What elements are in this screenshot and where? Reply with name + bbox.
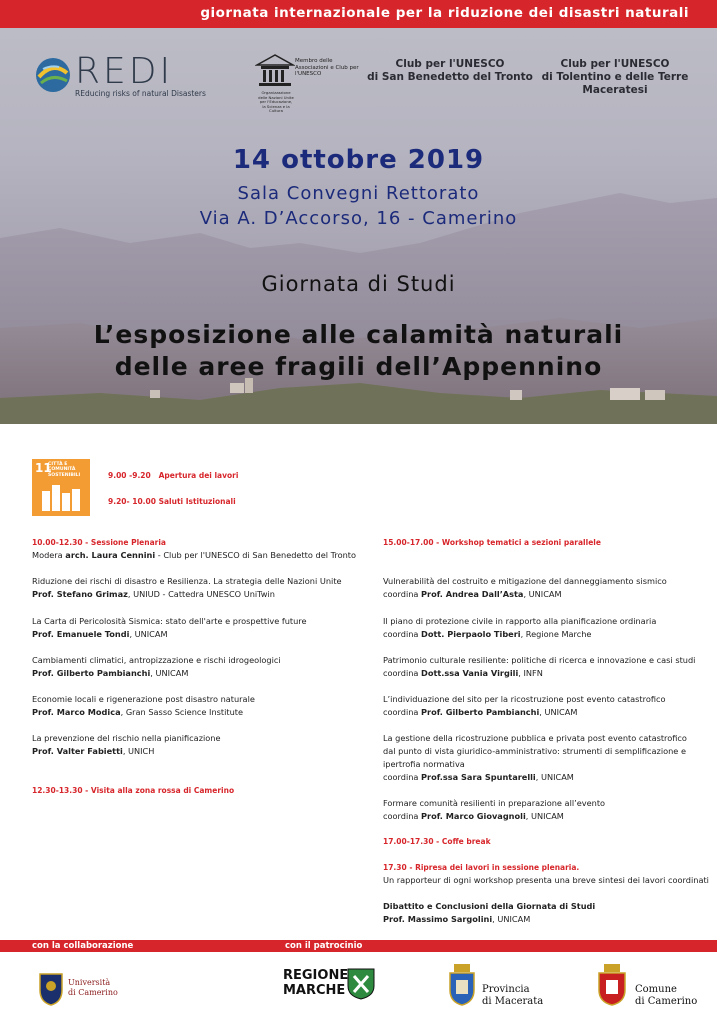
workshop-heading xyxy=(383,537,601,548)
ws-3-title: Patrimonio culturale resiliente: politiche di ricerca e innovazione e casi studi xyxy=(383,655,696,665)
talk-5-speaker xyxy=(32,746,154,757)
ws-5-aff: , UNICAM xyxy=(535,772,574,782)
resume-heading xyxy=(383,862,579,873)
moderator-line xyxy=(32,550,356,561)
redi-name: REDI xyxy=(75,51,174,92)
talk-2-title: La Carta di Pericolosità Sismica: stato dell'arte e prospettive future xyxy=(32,616,307,626)
resume-text: Un rapporteur di ogni workshop presenta una breve sintesi dei lavori coordinati xyxy=(383,875,709,885)
regione-line1: REGIONE xyxy=(283,968,349,983)
comune-crest-icon xyxy=(597,964,627,1006)
intro-row-2 xyxy=(108,496,236,507)
ws-1-prefix: coordina xyxy=(383,589,422,599)
event-date: 14 ottobre 2019 xyxy=(232,145,485,175)
club1-line2: di San Benedetto del Tronto xyxy=(367,71,533,83)
closing-name: Prof. Massimo Sargolini xyxy=(383,914,493,924)
talk-1-title: Riduzione dei rischi di disastro e Resilienza. La strategia delle Nazioni Unite xyxy=(32,576,342,586)
ws-6-prefix: coordina xyxy=(383,811,422,821)
ws-1-aff: , UNICAM xyxy=(523,589,562,599)
provincia-line2: di Macerata xyxy=(482,996,544,1007)
ws-6-coord xyxy=(383,811,564,822)
city-icon xyxy=(40,481,84,511)
regione-line2: MARCHE xyxy=(283,983,346,998)
sdg-11-badge xyxy=(32,459,90,516)
event-kind: Giornata di Studi xyxy=(261,272,456,296)
intro-label-1: Apertura dei lavori xyxy=(158,471,239,480)
club2-line1: Club per l'UNESCO xyxy=(560,58,670,70)
talk-1-aff: , UNIUD - Cattedra UNESCO UniTwin xyxy=(127,589,275,599)
ws-3-prefix: coordina xyxy=(383,668,422,678)
talk-4-speaker xyxy=(32,707,243,718)
plenary-heading xyxy=(32,537,166,548)
unicam-crest-icon xyxy=(38,972,64,1006)
club-tolentino xyxy=(515,58,715,97)
talk-2-aff: , UNICAM xyxy=(129,629,168,639)
moderator-name: arch. Laura Cennini xyxy=(65,550,156,560)
event-address: Via A. D’Accorso, 16 - Camerino xyxy=(199,208,518,229)
talk-3-aff: , UNICAM xyxy=(150,668,189,678)
closing-title: Dibattito e Conclusioni della Giornata di Studi xyxy=(383,901,596,911)
talk-3-name: Prof. Gilberto Pambianchi xyxy=(32,668,151,678)
closing-aff: , UNICAM xyxy=(492,914,531,924)
ws-1-name: Prof. Andrea Dall’Asta xyxy=(421,589,524,599)
break-heading xyxy=(383,836,491,847)
comune-camerino-logo xyxy=(597,964,707,1014)
talk-5-aff: , UNICH xyxy=(122,746,155,756)
ws-5-title-line1: La gestione della ricostruzione pubblica e privata post evento catastrofico xyxy=(383,733,687,743)
ws-2-coord xyxy=(383,629,591,640)
ws-5-prefix: coordina xyxy=(383,772,422,782)
ws-5-name: Prof.ssa Sara Spuntarelli xyxy=(421,772,536,782)
ws-4-name: Prof. Gilberto Pambianchi xyxy=(421,707,540,717)
provincia-crest-icon xyxy=(448,964,476,1006)
talk-5-title: La prevenzione del rischio nella pianificazione xyxy=(32,733,221,743)
break-time: 17.00-17.30 - xyxy=(383,837,440,846)
talk-4-name: Prof. Marco Modica xyxy=(32,707,121,717)
ws-6-aff: , UNICAM xyxy=(525,811,564,821)
unesco-org-text: Organizzazione delle Nazioni Unite per l'Educazione, la Scienza e la Cultura xyxy=(258,90,294,114)
provincia-macerata-logo xyxy=(448,964,548,1014)
ws-4-title: L’individuazione del sito per la ricostruzione post evento catastrofico xyxy=(383,694,666,704)
club1-line1: Club per l'UNESCO xyxy=(395,58,505,70)
talk-1-speaker xyxy=(32,589,275,600)
ws-2-prefix: coordina xyxy=(383,629,422,639)
footer-bar xyxy=(0,940,717,952)
ws-1-coord xyxy=(383,589,562,600)
top-banner xyxy=(0,0,717,28)
club2-line2: di Tolentino e delle Terre Maceratesi xyxy=(541,71,689,96)
plenary-time: 10.00-12.30 - xyxy=(32,538,89,547)
talk-3-speaker xyxy=(32,668,188,679)
workshop-label: Workshop tematici a sezioni parallele xyxy=(441,538,601,547)
ws-4-coord xyxy=(383,707,577,718)
unicam-logo xyxy=(38,970,148,1012)
ws-6-title: Formare comunità resilienti in preparazione all’evento xyxy=(383,798,606,808)
hero-section xyxy=(0,28,717,424)
comune-line1: Comune xyxy=(635,984,677,995)
visit-time: 12.30-13.30 - xyxy=(32,786,89,795)
comune-line2: di Camerino xyxy=(635,996,698,1007)
ws-5-title-line3: ipertrofia normativa xyxy=(383,759,465,769)
patronage-label: con il patrocinio xyxy=(285,941,363,951)
ws-3-aff: , INFN xyxy=(518,668,543,678)
break-label: Coffe break xyxy=(441,837,491,846)
talk-4-title: Economie locali e rigenerazione post disastro naturale xyxy=(32,694,255,704)
sdg-number: 11 xyxy=(35,461,52,475)
intro-row-1 xyxy=(108,470,238,481)
unicam-line2: di Camerino xyxy=(68,988,118,997)
provincia-line1: Provincia xyxy=(482,984,530,995)
unesco-member-text: Membro delle Associazioni e Club per l'UNESCO xyxy=(295,58,359,77)
resume-time: 17.30 - xyxy=(383,863,413,872)
unicam-line1: Università xyxy=(68,978,111,987)
talk-5-name: Prof. Valter Fabietti xyxy=(32,746,123,756)
ws-2-title: Il piano di protezione civile in rapporto alla pianificazione ordinaria xyxy=(383,616,657,626)
ws-2-aff: , Regione Marche xyxy=(520,629,592,639)
intro-label-2: Saluti Istituzionali xyxy=(158,497,236,506)
redi-subtitle: REducing risks of natural Disasters xyxy=(75,89,206,98)
regione-shield-icon xyxy=(347,968,375,1000)
talk-3-title: Cambiamenti climatici, antropizzazione e rischi idrogeologici xyxy=(32,655,281,665)
intro-time-1: 9.00 -9.20 xyxy=(108,471,151,480)
resume-label: Ripresa dei lavori in sessione plenaria. xyxy=(415,863,580,872)
talk-1-name: Prof. Stefano Grimaz xyxy=(32,589,128,599)
ws-4-aff: , UNICAM xyxy=(539,707,578,717)
event-title-line1: L’esposizione alle calamità naturali xyxy=(93,320,624,349)
ws-3-coord xyxy=(383,668,543,679)
regione-marche-logo xyxy=(283,968,383,1008)
event-venue: Sala Convegni Rettorato xyxy=(237,183,480,204)
unesco-logo xyxy=(255,53,365,113)
ws-1-title: Vulnerabilità del costruito e mitigazione del danneggiamento sismico xyxy=(383,576,667,586)
visit-label: Visita alla zona rossa di Camerino xyxy=(90,786,235,795)
ws-6-name: Prof. Marco Giovagnoli xyxy=(421,811,526,821)
ws-3-name: Dott.ssa Vania Virgili xyxy=(421,668,519,678)
redi-globe-icon xyxy=(33,55,73,95)
plenary-label: Sessione Plenaria xyxy=(90,538,166,547)
unesco-temple-icon xyxy=(255,53,295,89)
sdg-label: CITTÀ E COMUNITÀ SOSTENIBILI xyxy=(48,462,81,478)
workshop-time: 15.00-17.00 - xyxy=(383,538,440,547)
closing-speaker xyxy=(383,914,530,925)
ws-2-name: Dott. Pierpaolo Tiberi xyxy=(421,629,521,639)
talk-2-name: Prof. Emanuele Tondi xyxy=(32,629,130,639)
event-title-line2: delle aree fragili dell’Appennino xyxy=(114,352,603,381)
intro-time-2: 9.20- 10.00 xyxy=(108,497,156,506)
moderator-aff: - Club per l'UNESCO di San Benedetto del Tronto xyxy=(155,550,357,560)
collab-label: con la collaborazione xyxy=(32,941,134,951)
talk-2-speaker xyxy=(32,629,168,640)
banner-text: giornata internazionale per la riduzione dei disastri naturali xyxy=(200,5,689,21)
club-san-benedetto xyxy=(365,58,535,84)
ws-4-prefix: coordina xyxy=(383,707,422,717)
moderator-prefix: Modera xyxy=(32,550,66,560)
ws-5-title-line2: dal punto di vista giuridico-amministrativo: strumenti di semplificazione e xyxy=(383,746,686,756)
visit-heading xyxy=(32,785,234,796)
redi-logo xyxy=(33,51,206,101)
ws-5-coord xyxy=(383,772,574,783)
talk-4-aff: , Gran Sasso Science Institute xyxy=(120,707,244,717)
